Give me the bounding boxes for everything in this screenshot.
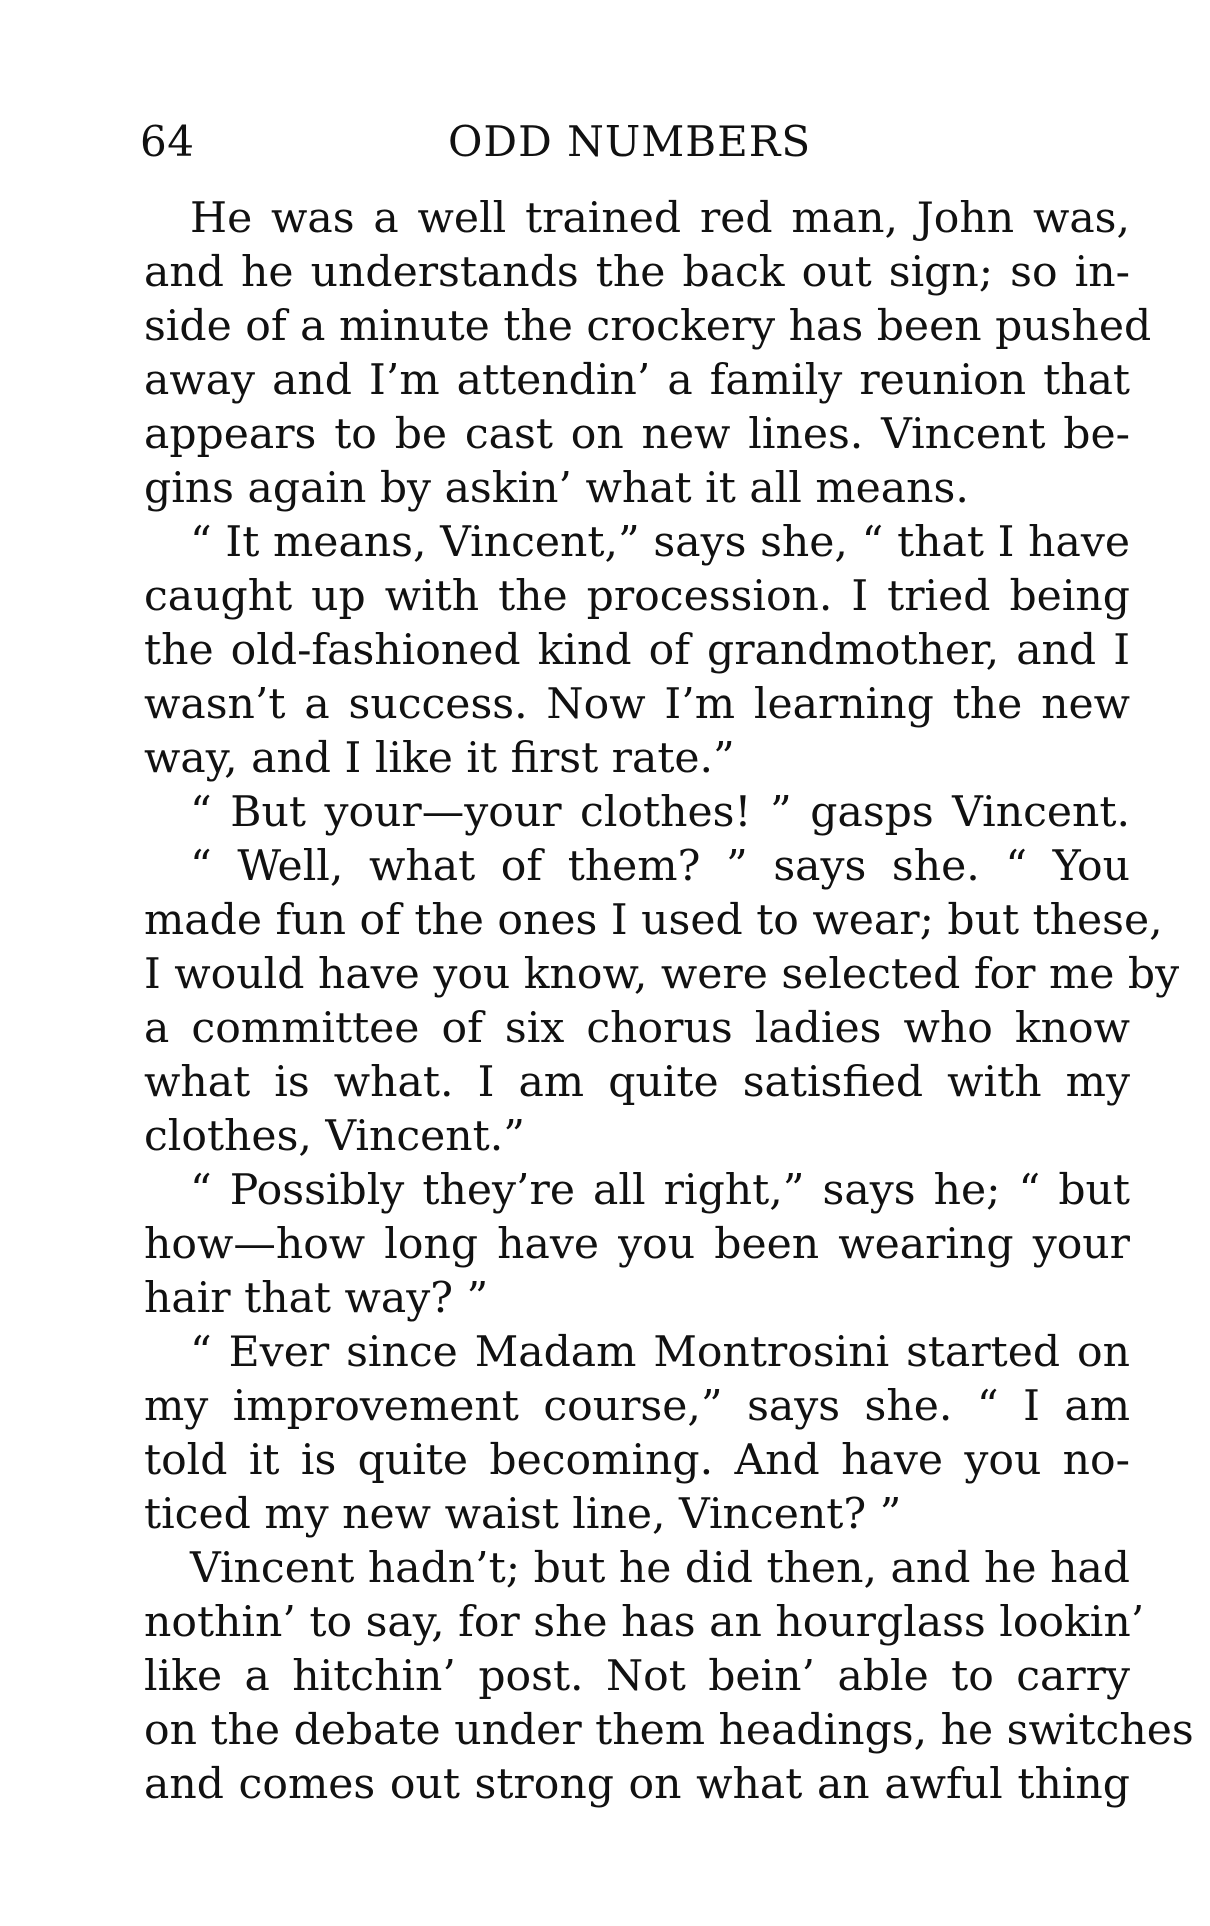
- text-line: I would have you know, were selected for me by: [144, 950, 1180, 999]
- text-line: my improvement course,” says she. “ I am: [144, 1382, 1130, 1431]
- text-line: made fun of the ones I used to wear; but these,: [144, 896, 1163, 945]
- text-line: “ Ever since Madam Montrosini started on: [190, 1328, 1130, 1377]
- text-line: caught up with the procession. I tried being: [144, 572, 1130, 621]
- text-line: what is what. I am quite satisfied with my: [144, 1058, 1130, 1107]
- text-line: and he understands the back out sign; so in-: [144, 248, 1130, 297]
- text-line: told it is quite becoming. And have you no-: [144, 1436, 1130, 1485]
- running-title: ODD NUMBERS: [448, 117, 812, 166]
- text-line: clothes, Vincent.”: [144, 1112, 525, 1161]
- text-line: and comes out strong on what an awful thing: [144, 1760, 1130, 1809]
- text-line: away and I’m attendin’ a family reunion that: [144, 356, 1130, 405]
- text-line: gins again by askin’ what it all means.: [144, 464, 969, 513]
- text-line: He was a well trained red man, John was,: [190, 194, 1130, 243]
- text-line: on the debate under them headings, he switches: [144, 1706, 1194, 1755]
- body-text: [144, 192, 1194, 1812]
- text-line: nothin’ to say, for she has an hourglass lookin’: [144, 1598, 1145, 1647]
- text-line: ticed my new waist line, Vincent? ”: [144, 1490, 902, 1539]
- running-head: [0, 112, 1210, 172]
- text-line: “ But your—your clothes! ” gasps Vincent.: [190, 788, 1130, 837]
- page-number: 64: [140, 117, 195, 166]
- text-line: the old-fashioned kind of grandmother, and I: [144, 626, 1130, 675]
- text-line: “ Possibly they’re all right,” says he; “ but: [190, 1166, 1130, 1215]
- text-line: way, and I like it first rate.”: [144, 734, 735, 783]
- text-line: a committee of six chorus ladies who know: [144, 1004, 1130, 1053]
- text-line: appears to be cast on new lines. Vincent be-: [144, 410, 1130, 459]
- text-line: side of a minute the crockery has been pushed: [144, 302, 1152, 351]
- text-line: “ It means, Vincent,” says she, “ that I have: [190, 518, 1130, 567]
- text-line: like a hitchin’ post. Not bein’ able to carry: [144, 1652, 1130, 1701]
- text-line: how—how long have you been wearing your: [144, 1220, 1130, 1269]
- text-line: wasn’t a success. Now I’m learning the new: [144, 680, 1130, 729]
- text-line: “ Well, what of them? ” says she. “ You: [190, 842, 1130, 891]
- text-line: hair that way? ”: [144, 1274, 489, 1323]
- text-line: Vincent hadn’t; but he did then, and he had: [190, 1544, 1130, 1593]
